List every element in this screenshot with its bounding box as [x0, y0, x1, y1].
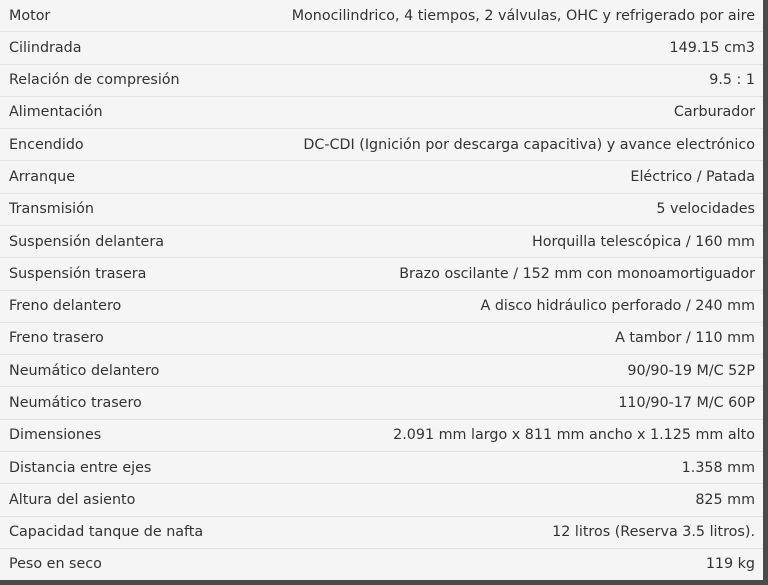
spec-row-motor	[0, 0, 763, 32]
spec-value: Eléctrico / Patada	[630, 169, 755, 186]
spec-value: DC-CDI (Ignición por descarga capacitiva) y avance electrónico	[303, 136, 755, 153]
spec-label: Neumático delantero	[9, 362, 160, 379]
spec-row-neumatico-trasero	[0, 387, 763, 419]
spec-label: Arranque	[9, 169, 76, 186]
spec-label: Peso en seco	[9, 556, 102, 573]
spec-row-cilindrada	[0, 32, 763, 64]
spec-value: A disco hidráulico perforado / 240 mm	[480, 298, 755, 315]
spec-value: A tambor / 110 mm	[615, 330, 755, 347]
spec-value: 5 velocidades	[656, 201, 755, 218]
spec-label: Altura del asiento	[9, 491, 136, 508]
spec-row-freno-trasero	[0, 323, 763, 355]
bottom-border	[0, 580, 768, 585]
spec-row-suspension-delantera	[0, 226, 763, 258]
spec-row-transmision	[0, 194, 763, 226]
spec-label: Dimensiones	[9, 427, 102, 444]
spec-label: Capacidad tanque de nafta	[9, 524, 204, 541]
spec-label: Motor	[9, 7, 51, 24]
spec-row-alimentacion	[0, 97, 763, 129]
spec-row-arranque	[0, 161, 763, 193]
spec-row-capacidad-tanque	[0, 517, 763, 549]
spec-label: Suspensión delantera	[9, 233, 164, 250]
spec-value: Carburador	[673, 104, 755, 121]
spec-row-peso-seco	[0, 549, 763, 580]
spec-value: Horquilla telescópica / 160 mm	[532, 233, 755, 250]
spec-row-encendido	[0, 129, 763, 161]
spec-label: Freno trasero	[9, 330, 104, 347]
spec-label: Neumático trasero	[9, 395, 142, 412]
spec-label: Alimentación	[9, 104, 103, 121]
spec-value: 825 mm	[695, 491, 755, 508]
spec-row-compresion	[0, 65, 763, 97]
spec-row-suspension-trasera	[0, 258, 763, 290]
spec-value: 90/90-19 M/C 52P	[627, 362, 755, 379]
spec-row-dimensiones	[0, 420, 763, 452]
spec-row-altura-asiento	[0, 484, 763, 516]
spec-label: Encendido	[9, 136, 84, 153]
spec-label: Transmisión	[9, 201, 94, 218]
spec-value: 9.5 : 1	[709, 72, 755, 89]
spec-row-freno-delantero	[0, 291, 763, 323]
spec-value: 149.15 cm3	[669, 39, 755, 56]
spec-label: Relación de compresión	[9, 72, 180, 89]
spec-value: 110/90-17 M/C 60P	[618, 395, 755, 412]
spec-row-distancia-ejes	[0, 452, 763, 484]
spec-row-neumatico-delantero	[0, 355, 763, 387]
spec-label: Freno delantero	[9, 298, 122, 315]
spec-value: 119 kg	[705, 556, 755, 573]
spec-value: Brazo oscilante / 152 mm con monoamortiguador	[399, 265, 755, 282]
spec-value: 12 litros (Reserva 3.5 litros).	[552, 524, 755, 541]
spec-value: 1.358 mm	[681, 459, 755, 476]
right-border	[763, 0, 768, 580]
spec-label: Cilindrada	[9, 39, 82, 56]
spec-value: Monocilindrico, 4 tiempos, 2 válvulas, OHC y refrigerado por aire	[291, 7, 755, 24]
spec-value: 2.091 mm largo x 811 mm ancho x 1.125 mm alto	[393, 427, 755, 444]
spec-label: Distancia entre ejes	[9, 459, 152, 476]
spec-label: Suspensión trasera	[9, 265, 147, 282]
